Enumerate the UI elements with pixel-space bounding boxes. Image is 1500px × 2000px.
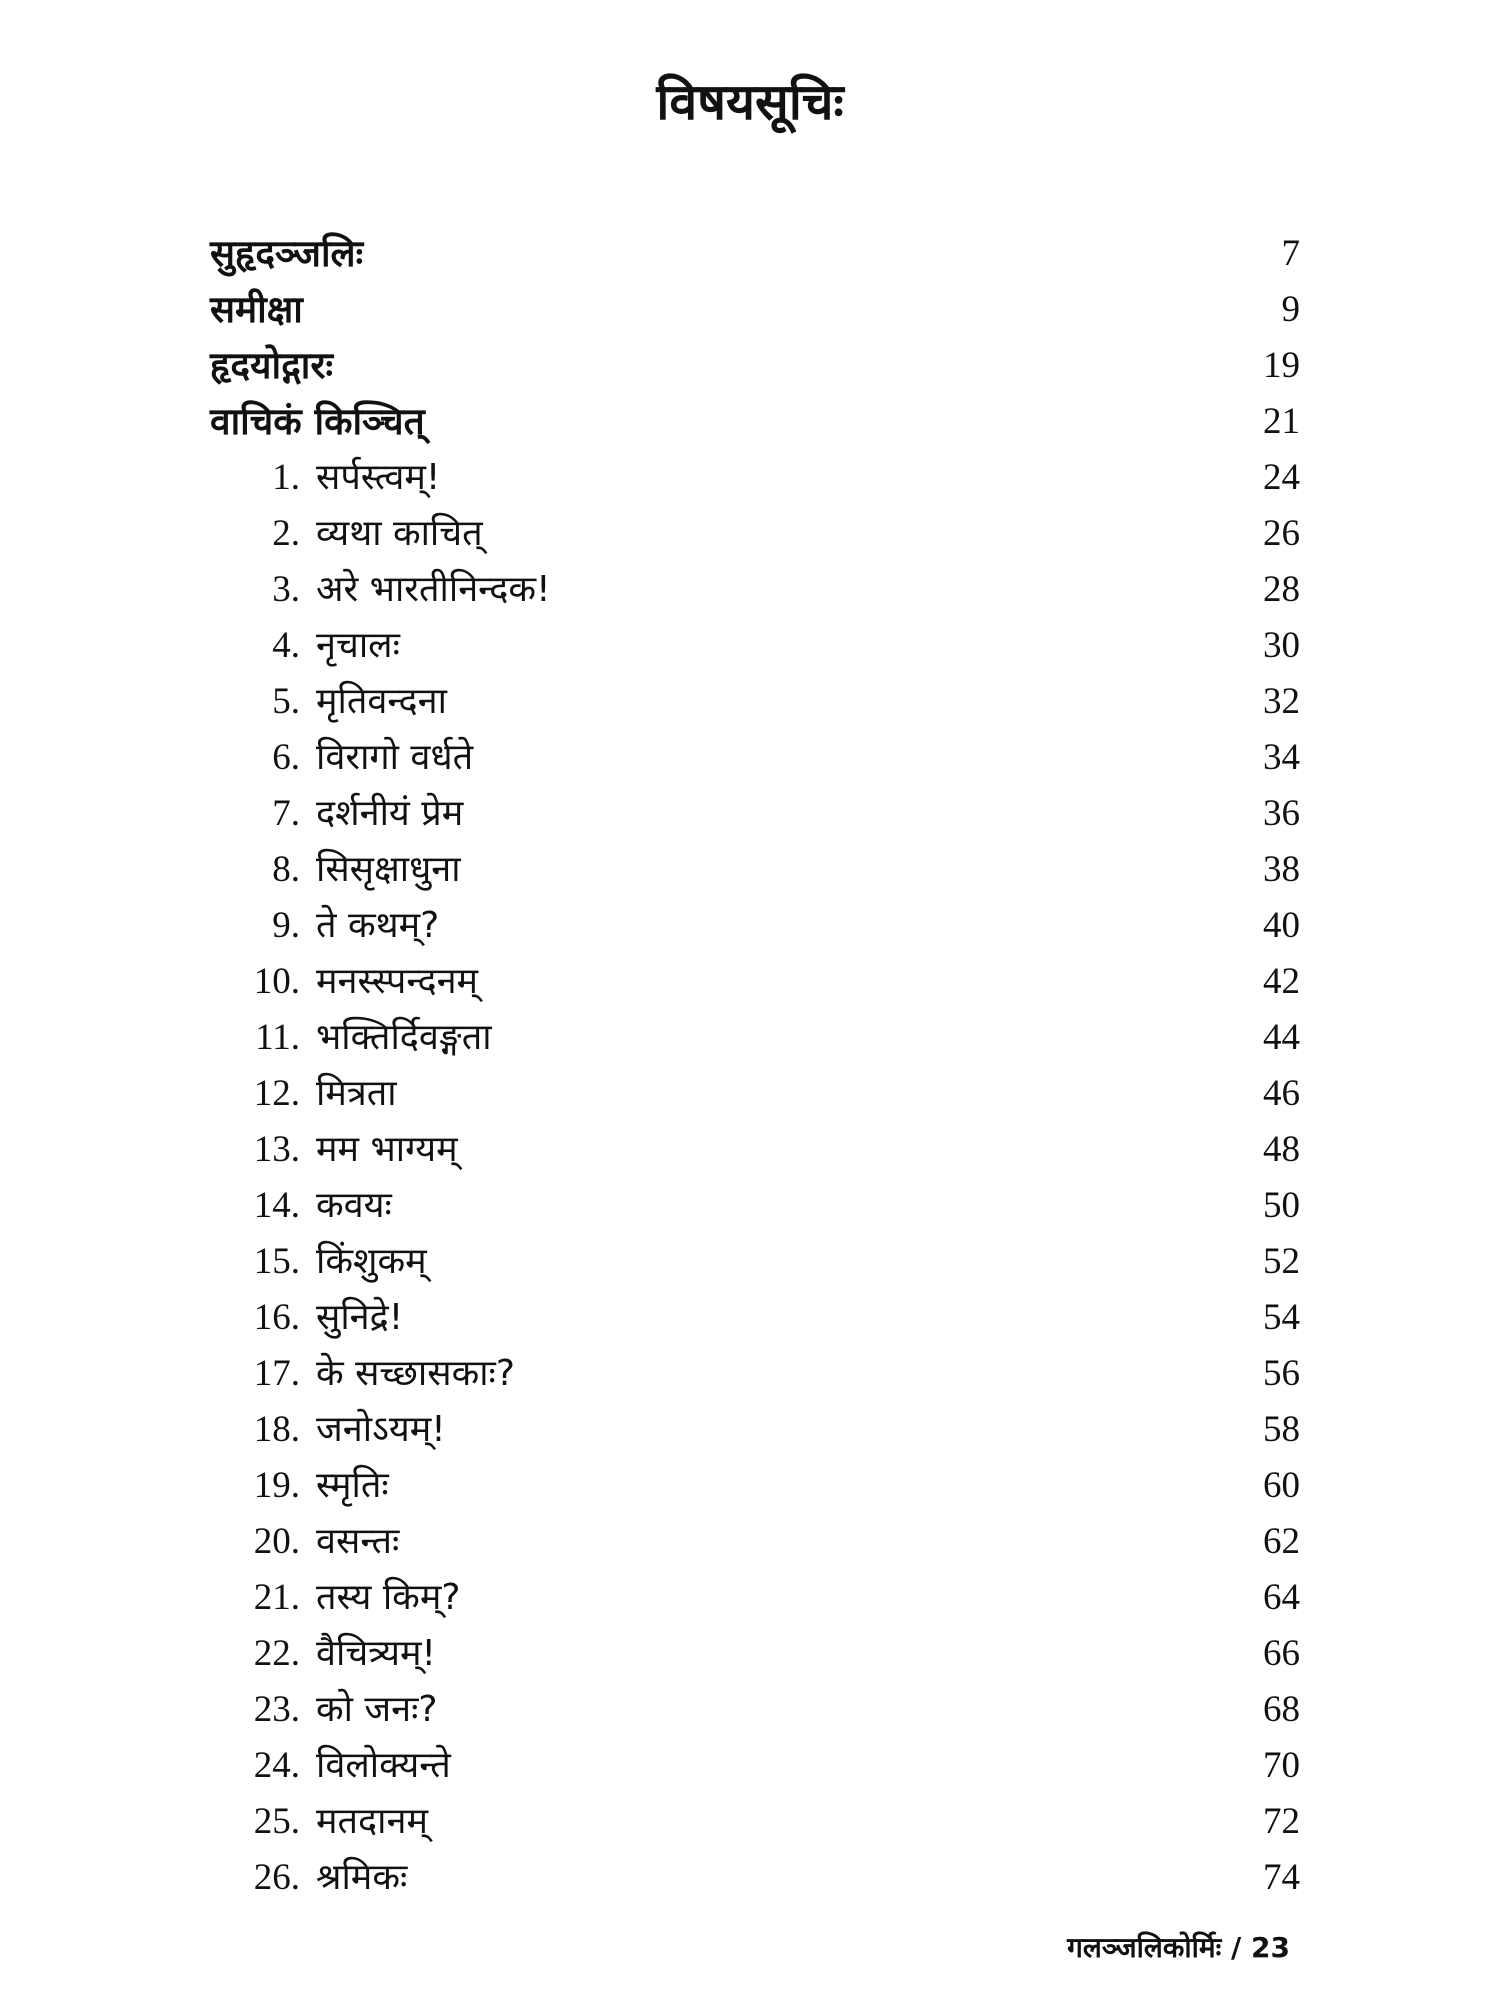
toc-entry-title: तस्य किम्?: [316, 1577, 461, 1618]
toc-entry-page: 56: [1263, 1353, 1300, 1394]
toc-entry-page: 50: [1263, 1185, 1300, 1226]
toc-entry-number: 4.: [272, 625, 300, 666]
toc-entry-number: 14.: [253, 1185, 300, 1226]
toc-entry-number: 16.: [253, 1297, 300, 1338]
toc-entry-page: 52: [1263, 1241, 1300, 1282]
toc-entry-title: जनोऽयम्!: [316, 1409, 446, 1450]
toc-entry-page: 44: [1263, 1017, 1300, 1058]
toc-entry: [0, 506, 1500, 562]
toc-entry: [0, 1402, 1500, 1458]
table-of-contents: [0, 226, 1500, 1906]
toc-entry-page: 60: [1263, 1465, 1300, 1506]
toc-entry-number: 15.: [253, 1241, 300, 1282]
toc-entry-page: 21: [1263, 401, 1300, 442]
toc-entry-title: व्यथा काचित्: [316, 513, 483, 554]
toc-entry: [0, 954, 1500, 1010]
toc-entry-title: दर्शनीयं प्रेम: [316, 793, 464, 834]
running-footer: [1067, 1928, 1290, 1966]
toc-entry: [0, 562, 1500, 618]
toc-entry-title: के सच्छासकाः?: [316, 1353, 515, 1394]
toc-entry-title: वैचित्र्यम्!: [316, 1633, 436, 1674]
toc-entry-title: सुहृदञ्जलिः: [210, 232, 364, 275]
toc-entry-title: सुनिद्रे!: [316, 1297, 404, 1338]
toc-entry-number: 18.: [253, 1409, 300, 1450]
footer-separator: /: [1231, 1931, 1242, 1964]
toc-entry-page: 48: [1263, 1129, 1300, 1170]
toc-entry: [0, 1794, 1500, 1850]
toc-entry-title: सिसृक्षाधुना: [316, 849, 461, 890]
toc-entry-title: भक्तिर्दिवङ्गता: [316, 1017, 492, 1058]
toc-entry-page: 38: [1263, 849, 1300, 890]
toc-entry-title: वाचिकं किञ्चित्: [210, 400, 425, 443]
toc-entry: [0, 1066, 1500, 1122]
toc-entry-title: विरागो वर्धते: [316, 737, 474, 778]
toc-entry-title: सर्पस्त्वम्!: [316, 457, 441, 498]
toc-entry-page: 58: [1263, 1409, 1300, 1450]
toc-entry-page: 72: [1263, 1801, 1300, 1842]
toc-entry-page: 70: [1263, 1745, 1300, 1786]
toc-entry-front: [0, 338, 1500, 394]
toc-entry-title: हृदयोद्गारः: [210, 344, 333, 387]
toc-entry-number: 17.: [253, 1353, 300, 1394]
toc-entry-title: नृचालः: [316, 625, 400, 666]
toc-entry-number: 6.: [272, 737, 300, 778]
toc-entry-title: को जनः?: [316, 1689, 438, 1730]
toc-entry: [0, 450, 1500, 506]
toc-entry-front: [0, 394, 1500, 450]
toc-entry-number: 3.: [272, 569, 300, 610]
toc-entry-page: 46: [1263, 1073, 1300, 1114]
toc-entry: [0, 1122, 1500, 1178]
toc-entry-page: 42: [1263, 961, 1300, 1002]
toc-entry: [0, 898, 1500, 954]
toc-entry-title: श्रमिकः: [316, 1857, 408, 1898]
toc-entry-number: 20.: [253, 1521, 300, 1562]
toc-entry: [0, 1738, 1500, 1794]
toc-entry-page: 74: [1263, 1857, 1300, 1898]
toc-entry-front: [0, 282, 1500, 338]
toc-entry-title: मित्रता: [316, 1073, 397, 1114]
toc-entry-number: 5.: [272, 681, 300, 722]
toc-entry-page: 62: [1263, 1521, 1300, 1562]
toc-entry-number: 21.: [253, 1577, 300, 1618]
toc-entry: [0, 1458, 1500, 1514]
toc-entry-number: 13.: [253, 1129, 300, 1170]
toc-entry-number: 11.: [255, 1017, 300, 1058]
toc-entry-number: 22.: [253, 1633, 300, 1674]
toc-entry: [0, 1626, 1500, 1682]
footer-book-title: गलञ्जलिकोर्मिः: [1067, 1931, 1222, 1964]
toc-entry-page: 34: [1263, 737, 1300, 778]
toc-entry-number: 23.: [253, 1689, 300, 1730]
toc-entry-title: वसन्तः: [316, 1521, 400, 1562]
toc-entry: [0, 1514, 1500, 1570]
toc-entry: [0, 1290, 1500, 1346]
toc-entry-number: 7.: [272, 793, 300, 834]
toc-entry-page: 68: [1263, 1689, 1300, 1730]
toc-entry-number: 24.: [253, 1745, 300, 1786]
toc-entry: [0, 1346, 1500, 1402]
toc-entry-number: 9.: [272, 905, 300, 946]
page-title: विषयसूचिः: [656, 73, 844, 131]
toc-entry: [0, 1570, 1500, 1626]
toc-entry-page: 36: [1263, 793, 1300, 834]
toc-entry-title: मनस्स्पन्दनम्: [316, 961, 479, 1002]
toc-entry: [0, 1682, 1500, 1738]
toc-entry-page: 30: [1263, 625, 1300, 666]
toc-entry: [0, 1234, 1500, 1290]
toc-entry-title: किंशुकम्: [316, 1241, 427, 1282]
toc-entry-title: समीक्षा: [210, 288, 303, 331]
toc-entry-title: मम भाग्यम्: [316, 1129, 458, 1170]
toc-entry-title: मृतिवन्दना: [316, 681, 447, 722]
toc-entry-number: 2.: [272, 513, 300, 554]
toc-entry-title: मतदानम्: [316, 1801, 428, 1842]
toc-entry-page: 28: [1263, 569, 1300, 610]
footer-page-number: 23: [1251, 1931, 1290, 1964]
toc-entry-number: 19.: [253, 1465, 300, 1506]
toc-entry: [0, 842, 1500, 898]
toc-entry: [0, 1850, 1500, 1906]
toc-entry: [0, 618, 1500, 674]
toc-entry-front: [0, 226, 1500, 282]
toc-entry: [0, 1010, 1500, 1066]
toc-entry: [0, 1178, 1500, 1234]
toc-entry-number: 26.: [253, 1857, 300, 1898]
toc-entry-title: विलोक्यन्ते: [316, 1745, 451, 1786]
toc-entry-number: 10.: [253, 961, 300, 1002]
toc-entry-page: 64: [1263, 1577, 1300, 1618]
toc-entry-page: 24: [1263, 457, 1300, 498]
toc-entry-title: स्मृतिः: [316, 1465, 389, 1506]
toc-entry-number: 1.: [272, 457, 300, 498]
toc-entry-number: 8.: [272, 849, 300, 890]
toc-entry-number: 12.: [253, 1073, 300, 1114]
toc-entry-page: 9: [1281, 289, 1300, 330]
toc-entry-page: 40: [1263, 905, 1300, 946]
toc-entry: [0, 730, 1500, 786]
toc-entry: [0, 786, 1500, 842]
toc-entry-page: 7: [1281, 233, 1300, 274]
toc-entry: [0, 674, 1500, 730]
toc-entry-title: ते कथम्?: [316, 905, 440, 946]
toc-entry-page: 26: [1263, 513, 1300, 554]
toc-entry-title: कवयः: [316, 1185, 392, 1226]
toc-entry-page: 54: [1263, 1297, 1300, 1338]
toc-entry-page: 32: [1263, 681, 1300, 722]
toc-entry-page: 66: [1263, 1633, 1300, 1674]
toc-entry-number: 25.: [253, 1801, 300, 1842]
toc-entry-title: अरे भारतीनिन्दक!: [316, 569, 551, 610]
toc-entry-page: 19: [1263, 345, 1300, 386]
